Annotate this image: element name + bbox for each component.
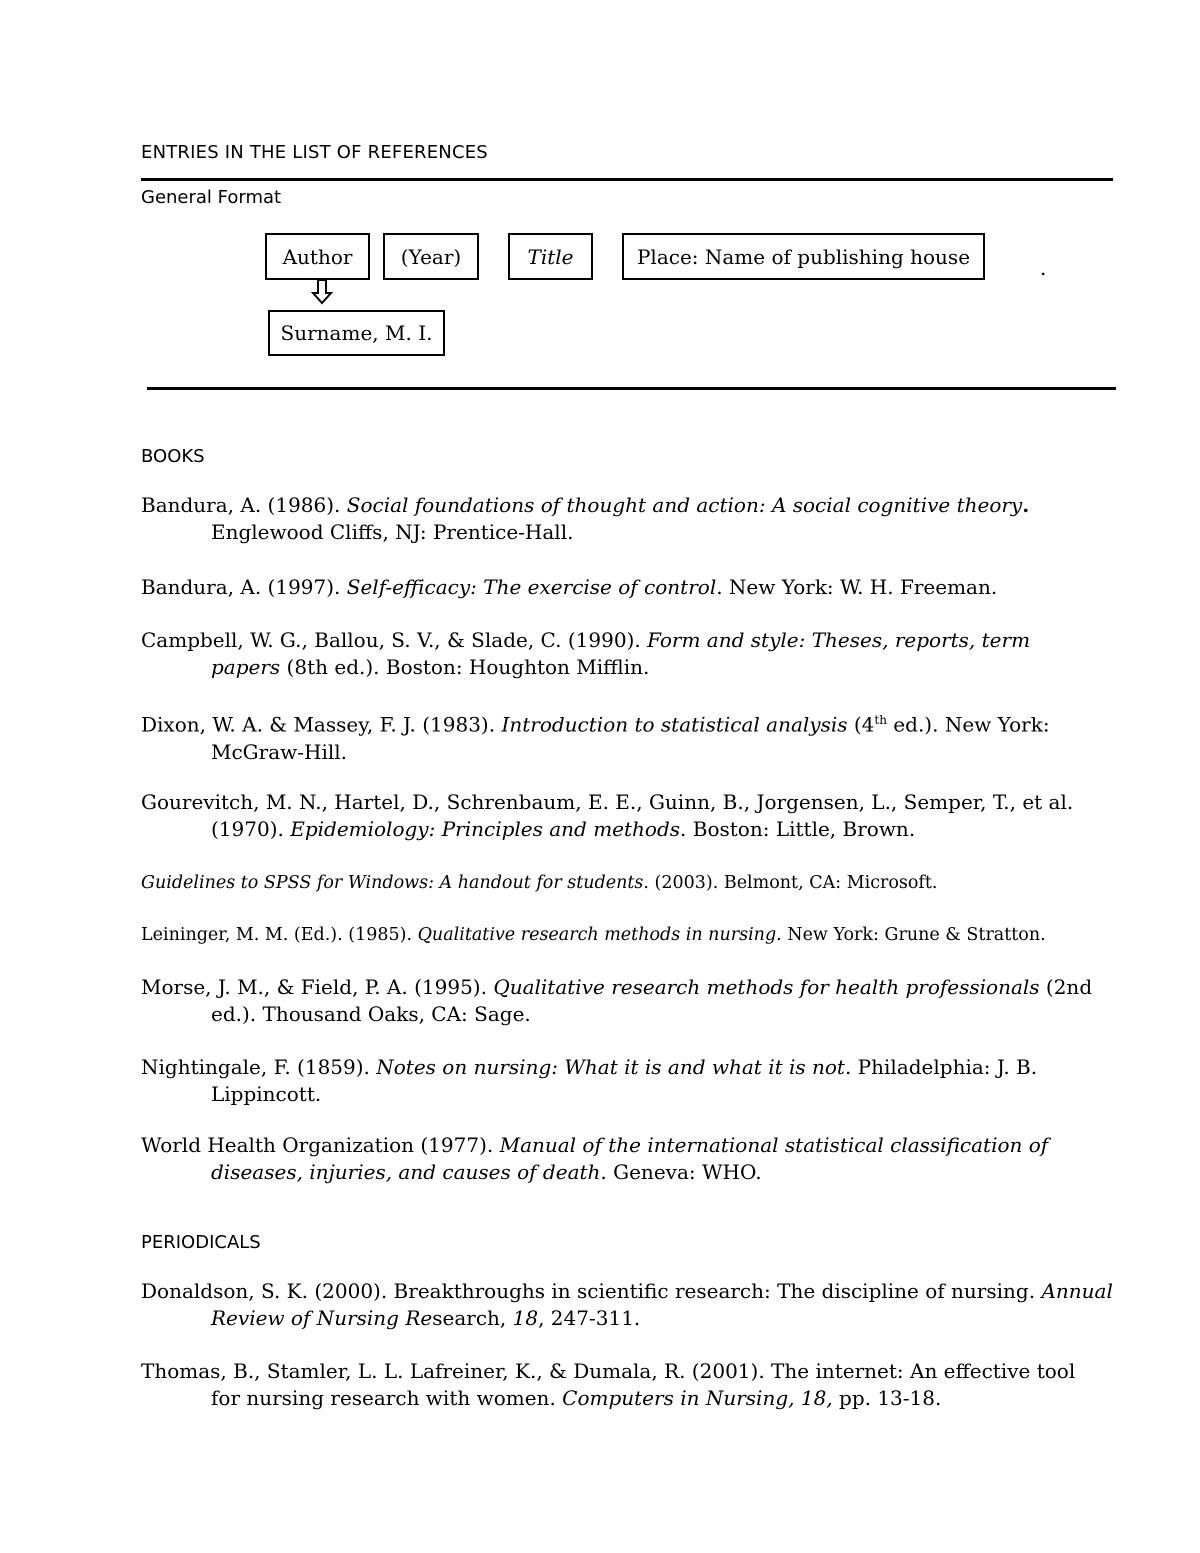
format-box-title: Title <box>508 233 593 280</box>
bottom-divider <box>147 387 1116 390</box>
format-box-author: Author <box>265 233 370 280</box>
periodicals-heading: PERIODICALS <box>141 1232 261 1253</box>
reference-entry: Thomas, B., Stamler, L. L. Lafreiner, K., & Dumala, R. (2001). The internet: An effective tool for nursing research with women. Computers in Nursing, 18, pp. 13-18. <box>141 1359 1076 1410</box>
format-box-year: (Year) <box>383 233 479 280</box>
reference-entry: Guidelines to SPSS for Windows: A handout for students. (2003). Belmont, CA: Microsoft. <box>141 873 938 893</box>
reference-entry: Campbell, W. G., Ballou, S. V., & Slade, C. (1990). Form and style: Theses, reports, term papers (8th ed.). Boston: Houghton Mifflin. <box>141 628 1031 679</box>
format-period-mark: . <box>1040 256 1047 280</box>
top-divider <box>141 178 1113 181</box>
books-heading: BOOKS <box>141 446 205 467</box>
reference-entry: Dixon, W. A. & Massey, F. J. (1983). Introduction to statistical analysis (4th ed.). New York: McGraw-Hill. <box>141 712 1050 764</box>
reference-entry: Bandura, A. (1986). Social foundations of thought and action: A social cognitive theory. Englewood Cliffs, NJ: Prentice-Hall. <box>141 493 1030 544</box>
down-arrow-icon <box>311 279 333 305</box>
reference-entry: World Health Organization (1977). Manual of the international statistical classification of diseases, injuries, and causes of death. Geneva: WHO. <box>141 1133 1049 1184</box>
format-box-surname: Surname, M. I. <box>268 310 445 356</box>
reference-entry: Gourevitch, M. N., Hartel, D., Schrenbaum, E. E., Guinn, B., Jorgensen, L., Semper, T., et al. (1970). Epidemiology: Principles and methods. Boston: Little, Brown. <box>141 790 1074 841</box>
page-title: ENTRIES IN THE LIST OF REFERENCES <box>141 142 488 163</box>
reference-entry: Nightingale, F. (1859). Notes on nursing: What it is and what it is not. Philadelphia: J. B. Lippincott. <box>141 1055 1038 1106</box>
format-box-place: Place: Name of publishing house <box>622 233 985 280</box>
reference-entry: Bandura, A. (1997). Self-efficacy: The exercise of control. New York: W. H. Freeman. <box>141 575 998 599</box>
reference-entry: Morse, J. M., & Field, P. A. (1995). Qualitative research methods for health professionals (2nd ed.). Thousand Oaks, CA: Sage. <box>141 975 1093 1026</box>
reference-entry: Leininger, M. M. (Ed.). (1985). Qualitative research methods in nursing. New York: Grune & Stratton. <box>141 925 1046 945</box>
general-format-heading: General Format <box>141 187 282 208</box>
reference-entry: Donaldson, S. K. (2000). Breakthroughs in scientific research: The discipline of nursing. Annual Review of Nursing Research, 18, 247-311. <box>141 1279 1113 1330</box>
